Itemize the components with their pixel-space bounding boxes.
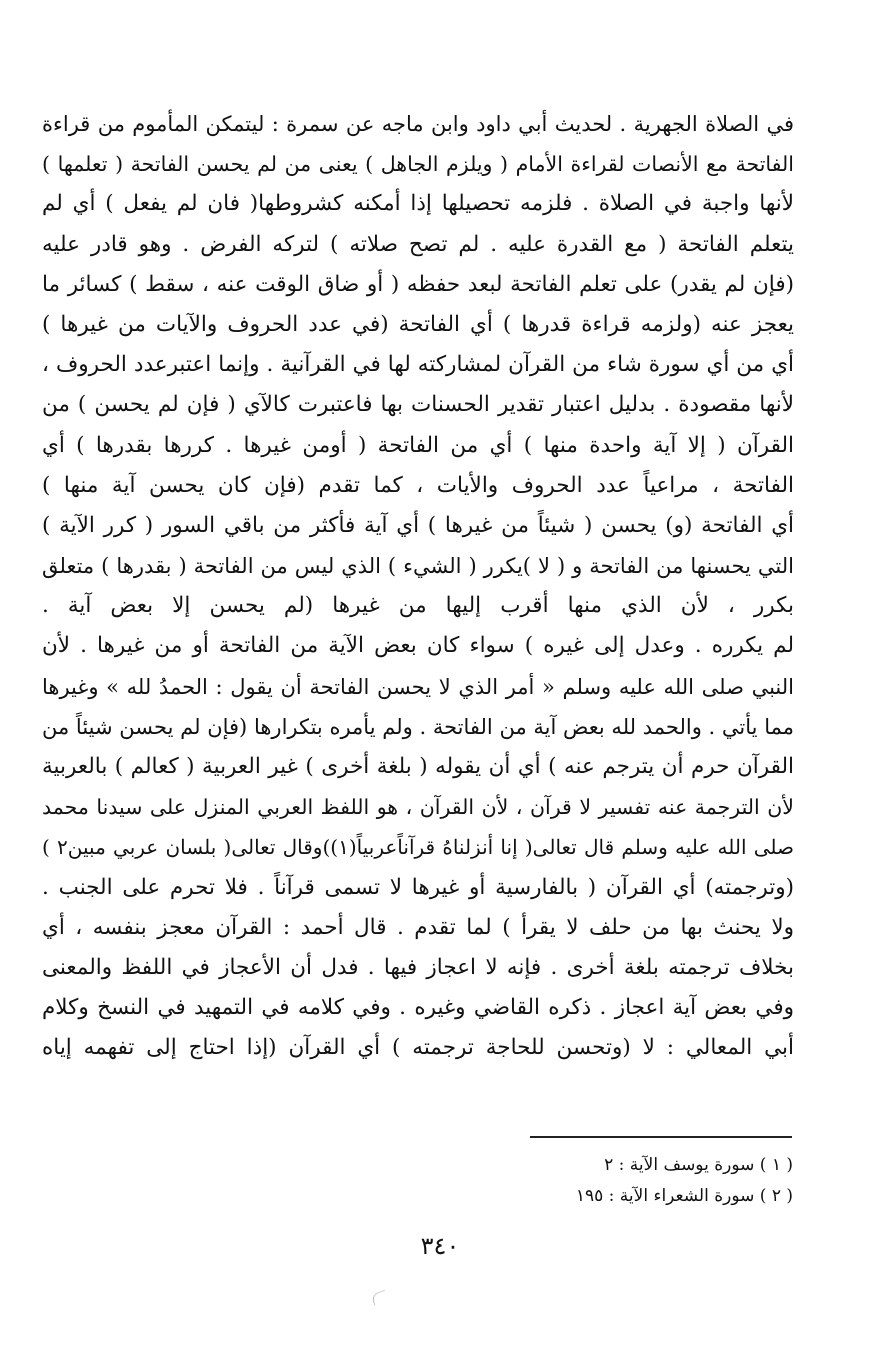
text-line: الفاتحة ، مراعياً عدد الحروف والأيات ، كما تقدم (فإن كان يحسن آية منها ) — [42, 472, 794, 498]
text-line: لأن الترجمة عنه تفسير لا قرآن ، لأن القرآن ، هو اللفظ العربي المنزل على سيدنا محمد — [42, 795, 794, 820]
text-line: لم يكرره . وعدل إلى غيره ) سواء كان بعض الآية من الفاتحة أو من غيرها . لأن — [42, 633, 794, 659]
text-line: القرآن ( إلا آية واحدة منها ) أي من الفاتحة ( أومن غيرها . كررها بقدرها ) أي — [42, 432, 794, 458]
text-line: النبي صلى الله عليه وسلم « أمر الذي لا يحسن الفاتحة أن يقول : الحمدُ لله » وغيرها — [42, 674, 794, 699]
text-line: أبي المعالي : لا (وتحسن للحاجة ترجمته ) أي القرآن (إذا احتاج إلى تفهمه إياه — [42, 1035, 794, 1061]
text-line: بخلاف ترجمته بلغة أخرى . فإنه لا اعجاز فيها . فدل أن الأعجاز في اللفظ والمعنى — [42, 954, 794, 980]
text-line: صلى الله عليه وسلم قال تعالى( إنا أنزلناهُ قرآناًعربياً(١))وقال تعالى( بلسان عربي مبين٢ ) — [42, 835, 794, 860]
footnote-1: ( ١ ) سورة يوسف الآية : ٢ — [604, 1155, 793, 1175]
footnotes-block — [576, 1150, 793, 1212]
text-line: أي الفاتحة (و) يحسن ( شيئاً من غيرها ) أي آية فأكثر من باقي السور ( كرر الآية ) — [42, 512, 794, 538]
text-line: بكرر ، لأن الذي منها أقرب إليها من غيرها (لم يحسن إلا بعض آية . — [42, 593, 794, 619]
text-line: الفاتحة مع الأنصات لقراءة الأمام ( ويلزم الجاهل ) يعنى من لم يحسن الفاتحة ( تعلمها ) — [42, 152, 794, 177]
paper-mark — [371, 1290, 389, 1305]
text-line: يتعلم الفاتحة ( مع القدرة عليه . لم تصح صلاته ) لتركه الفرض . وهو قادر عليه — [42, 231, 794, 257]
text-line: ولا يحنث بها من حلف لا يقرأ ) لما تقدم . قال أحمد : القرآن معجز بنفسه ، أي — [42, 914, 794, 940]
footnote-separator — [530, 1136, 792, 1138]
text-line: وفي بعض آية اعجاز . ذكره القاضي وغيره . وفي كلامه في التمهيد في النسخ وكلام — [42, 995, 794, 1021]
text-line: القرآن حرم أن يترجم عنه ) أي أن يقوله ( بلغة أخرى ) غير العربية ( كعالم ) بالعربية — [42, 754, 794, 779]
text-line: أي من أي سورة شاء من القرآن لمشاركته لها في القرآنية . وإنما اعتبرعدد الحروف ، — [42, 352, 794, 378]
text-line: يعجز عنه (ولزمه قراءة قدرها ) أي الفاتحة (في عدد الحروف والآيات من غيرها ) — [42, 311, 794, 337]
text-line: (فإن لم يقدر) على تعلم الفاتحة لبعد حفظه ( أو ضاق الوقت عنه ، سقط ) كسائر ما — [42, 271, 794, 297]
text-line: التي يحسنها من الفاتحة و ( لا )يكرر ( الشيء ) الذي ليس من الفاتحة ( بقدرها ) متعلق — [42, 554, 794, 579]
text-line: (وترجمته) أي القرآن ( بالفارسية أو غيرها لا تسمى قرآناً . فلا تحرم على الجنب . — [42, 874, 794, 900]
text-line: في الصلاة الجهرية . لحديث أبي داود وابن ماجه عن سمرة : ليتمكن المأموم من قراءة — [42, 112, 794, 136]
page-number: ٣٤٠ — [420, 1232, 460, 1260]
footnote-2: ( ٢ ) سورة الشعراء الآية : ١٩٥ — [575, 1186, 793, 1206]
text-line: لأنها واجبة في الصلاة . فلزمه تحصيلها إذا أمكنه كشروطها( فان لم يفعل ) أي لم — [42, 191, 794, 217]
text-line: مما يأتي . والحمد لله بعض آية من الفاتحة . ولم يأمره بتكرارها (فإن لم يحسن شيئاً من — [42, 714, 794, 739]
text-line: لأنها مقصودة . بدليل اعتبار تقدير الحسنات بها فاعتبرت كالآي ( فإن لم يحسن ) من — [42, 392, 794, 418]
main-text-block — [42, 104, 794, 1069]
